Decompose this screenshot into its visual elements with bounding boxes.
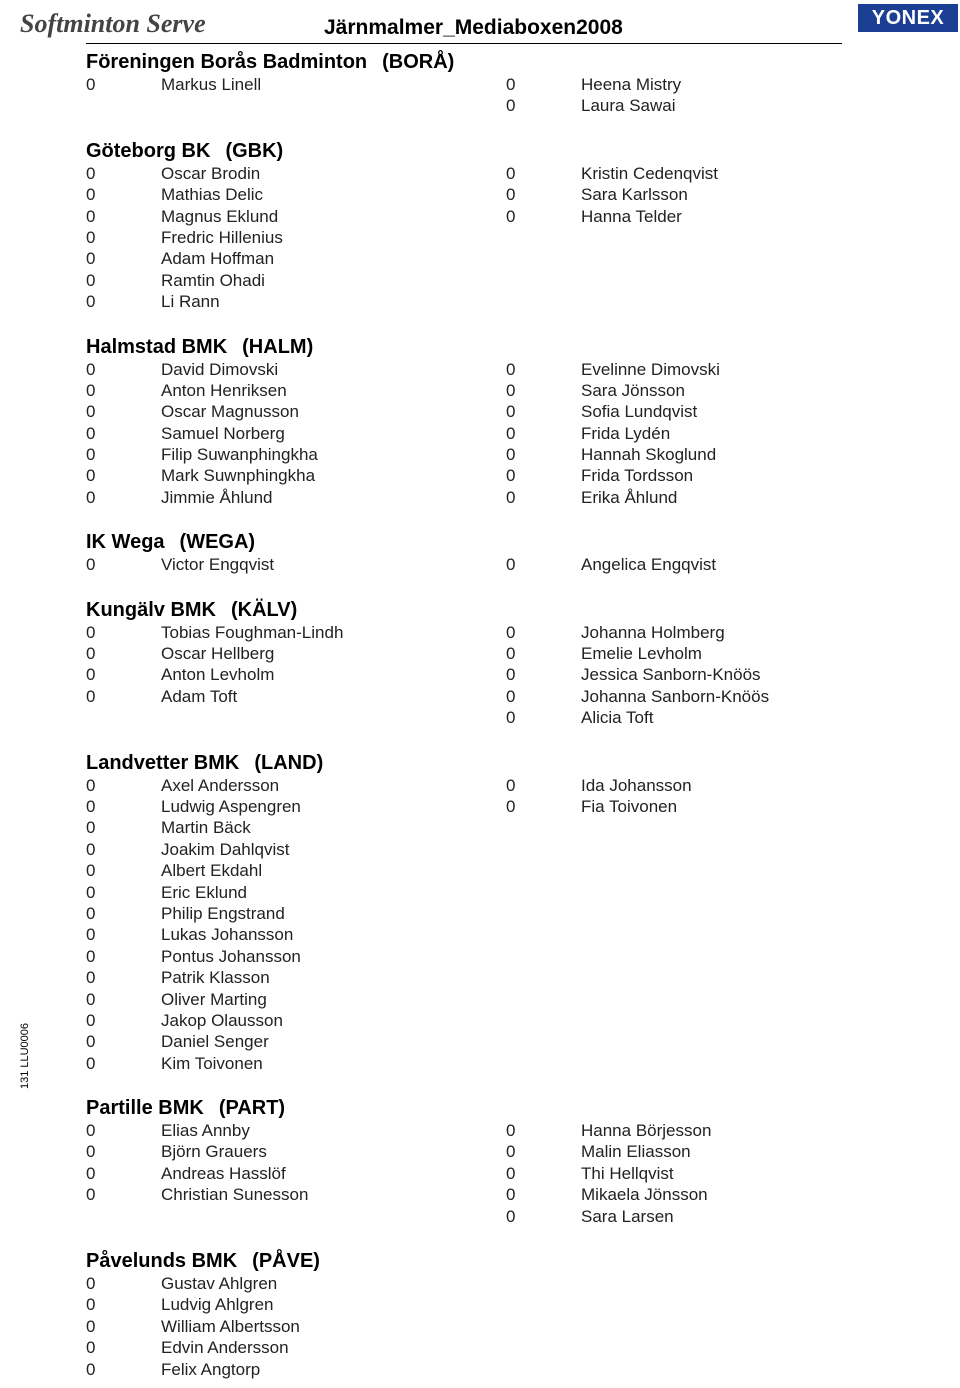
player-number: 0 (86, 163, 96, 183)
men-column (86, 74, 506, 117)
women-column (506, 775, 926, 1074)
player-row (506, 775, 926, 796)
player-number: 0 (506, 686, 516, 706)
player-row (86, 206, 506, 227)
player-row (506, 401, 926, 422)
club-name: Påvelunds BMK (86, 1250, 238, 1273)
player-name: Fredric Hillenius (161, 227, 283, 247)
club-abbreviation: (HALM) (242, 335, 314, 358)
player-row (86, 74, 506, 95)
player-row (86, 924, 506, 945)
player-name: Gustav Ahlgren (161, 1274, 278, 1294)
player-name: Malin Eliasson (581, 1142, 691, 1162)
club-abbreviation: (PÅVE) (252, 1250, 320, 1273)
player-number: 0 (506, 622, 516, 642)
player-row (86, 1359, 506, 1380)
player-row (506, 686, 926, 707)
player-name: Pontus Johansson (161, 946, 301, 966)
club-abbreviation: (BORÅ) (382, 51, 455, 73)
player-row (86, 1141, 506, 1162)
player-number: 0 (86, 1053, 96, 1073)
player-name: Martin Bäck (161, 818, 251, 838)
club-heading (86, 139, 926, 163)
side-page-code: 131 LLU0006 (19, 1022, 32, 1090)
player-name: Adam Hoffman (161, 249, 275, 269)
men-column (86, 1273, 506, 1380)
page-title: Järnmalmer_Mediaboxen2008 (324, 16, 623, 39)
club-heading (86, 598, 926, 622)
player-row (86, 946, 506, 967)
player-row (86, 487, 506, 508)
club-abbreviation: (WEGA) (179, 531, 256, 554)
player-name: Axel Andersson (161, 775, 280, 795)
player-row (506, 664, 926, 685)
player-name: Andreas Hasslöf (161, 1163, 286, 1183)
player-name: Edvin Andersson (161, 1338, 289, 1358)
men-column (86, 554, 506, 575)
player-name: Johanna Sanborn-Knöös (581, 686, 770, 706)
player-number: 0 (86, 445, 96, 465)
player-name: Hanna Telder (581, 206, 682, 226)
player-number: 0 (506, 1185, 516, 1205)
club-name: Partille BMK (86, 1097, 204, 1120)
club-heading (86, 50, 926, 74)
club-section (86, 50, 926, 117)
player-number: 0 (506, 1142, 516, 1162)
club-section (86, 335, 926, 509)
player-number: 0 (86, 968, 96, 988)
player-name: Adam Toft (161, 686, 238, 706)
player-row (86, 817, 506, 838)
player-row (86, 1316, 506, 1337)
player-name: Alicia Toft (581, 708, 654, 728)
player-row (86, 1053, 506, 1074)
player-row (86, 444, 506, 465)
player-name: Laura Sawai (581, 96, 676, 116)
player-name: Markus Linell (161, 75, 262, 94)
player-number: 0 (86, 946, 96, 966)
player-name: Oscar Hellberg (161, 644, 275, 664)
player-row (506, 444, 926, 465)
player-number: 0 (86, 925, 96, 945)
player-number: 0 (86, 989, 96, 1009)
player-row (86, 1273, 506, 1294)
player-number: 0 (506, 359, 516, 379)
player-row (86, 989, 506, 1010)
player-name: David Dimovski (161, 359, 279, 379)
player-name: Patrik Klasson (161, 968, 270, 988)
player-number: 0 (86, 1010, 96, 1030)
player-name: Victor Engqvist (161, 555, 275, 575)
player-number: 0 (86, 206, 96, 226)
player-row (506, 554, 926, 575)
club-abbreviation: (KÄLV) (231, 598, 298, 621)
player-number: 0 (86, 1359, 96, 1379)
player-row (86, 163, 506, 184)
player-name: Oliver Marting (161, 989, 267, 1009)
player-number: 0 (86, 775, 96, 795)
player-number: 0 (86, 1295, 96, 1315)
player-row (86, 643, 506, 664)
player-number: 0 (86, 622, 96, 642)
player-row (86, 686, 506, 707)
player-row (86, 1337, 506, 1358)
player-name: Ida Johansson (581, 775, 692, 795)
player-name: Tobias Foughman-Lindh (161, 622, 344, 642)
player-number: 0 (86, 796, 96, 816)
player-number: 0 (506, 96, 516, 116)
player-name: Albert Ekdahl (161, 861, 263, 881)
player-row (86, 554, 506, 575)
player-name: Jakop Olausson (161, 1010, 283, 1030)
player-name: Christian Sunesson (161, 1185, 309, 1205)
player-row (86, 967, 506, 988)
player-number: 0 (506, 75, 516, 94)
club-section (86, 1096, 926, 1227)
player-row (506, 643, 926, 664)
club-heading (86, 751, 926, 775)
player-number: 0 (506, 402, 516, 422)
club-name: IK Wega (86, 531, 165, 554)
player-name: Frida Lydén (581, 423, 671, 443)
men-column (86, 1120, 506, 1227)
player-row (506, 465, 926, 486)
player-number: 0 (86, 380, 96, 400)
player-number: 0 (506, 206, 516, 226)
player-number: 0 (86, 555, 96, 575)
player-number: 0 (86, 185, 96, 205)
player-row (506, 95, 926, 116)
player-name: Hannah Skoglund (581, 445, 717, 465)
club-name: Halmstad BMK (86, 335, 228, 358)
player-number: 0 (86, 839, 96, 859)
player-number: 0 (86, 466, 96, 486)
women-column (506, 1273, 926, 1380)
player-row (506, 1141, 926, 1162)
player-number: 0 (506, 163, 516, 183)
player-name: Oscar Brodin (161, 163, 261, 183)
club-section (86, 751, 926, 1074)
player-row (86, 291, 506, 312)
player-number: 0 (86, 270, 96, 290)
player-name: Samuel Norberg (161, 423, 285, 443)
player-name: Anton Levholm (161, 665, 275, 685)
player-name: Jessica Sanborn-Knöös (581, 665, 761, 685)
women-column (506, 359, 926, 509)
player-row (506, 1184, 926, 1205)
player-name: Sara Jönsson (581, 380, 685, 400)
player-name: Anton Henriksen (161, 380, 287, 400)
player-number: 0 (506, 555, 516, 575)
player-number: 0 (86, 292, 96, 312)
player-number: 0 (86, 1338, 96, 1358)
club-section (86, 530, 926, 575)
player-row (506, 206, 926, 227)
player-name: Mikaela Jönsson (581, 1185, 708, 1205)
club-heading (86, 1096, 926, 1120)
player-row (506, 423, 926, 444)
player-name: Evelinne Dimovski (581, 359, 720, 379)
player-row (86, 839, 506, 860)
player-name: Sara Karlsson (581, 185, 688, 205)
player-row (86, 423, 506, 444)
player-name: William Albertsson (161, 1316, 300, 1336)
player-name: Joakim Dahlqvist (161, 839, 290, 859)
player-row (86, 664, 506, 685)
player-name: Heena Mistry (581, 75, 682, 94)
player-number: 0 (506, 380, 516, 400)
club-section (86, 598, 926, 729)
player-name: Emelie Levholm (581, 644, 702, 664)
women-column (506, 1120, 926, 1227)
player-row (86, 903, 506, 924)
player-number: 0 (86, 686, 96, 706)
player-row (506, 1120, 926, 1141)
women-column (506, 622, 926, 729)
player-row (506, 74, 926, 95)
player-row (506, 707, 926, 728)
club-abbreviation: (PART) (218, 1097, 286, 1120)
player-name: Fia Toivonen (581, 796, 678, 816)
club-section (86, 139, 926, 313)
player-number: 0 (506, 185, 516, 205)
player-row (86, 401, 506, 422)
player-number: 0 (86, 487, 96, 507)
men-column (86, 622, 506, 729)
player-number: 0 (86, 1274, 96, 1294)
player-row (506, 184, 926, 205)
player-number: 0 (506, 445, 516, 465)
player-number: 0 (86, 818, 96, 838)
player-row (86, 1294, 506, 1315)
player-name: Felix Angtorp (161, 1359, 261, 1379)
player-row (506, 359, 926, 380)
club-name: Föreningen Borås Badminton (86, 51, 368, 73)
player-number: 0 (86, 423, 96, 443)
women-column (506, 163, 926, 313)
player-number: 0 (506, 1121, 516, 1141)
player-number: 0 (86, 1032, 96, 1052)
player-row (506, 796, 926, 817)
player-number: 0 (86, 1142, 96, 1162)
club-abbreviation: (LAND) (254, 751, 324, 774)
player-row (86, 227, 506, 248)
men-column (86, 359, 506, 509)
women-column (506, 554, 926, 575)
player-row (86, 184, 506, 205)
player-name: Johanna Holmberg (581, 622, 725, 642)
player-number: 0 (506, 796, 516, 816)
player-row (86, 1184, 506, 1205)
player-name: Oscar Magnusson (161, 402, 299, 422)
player-name: Angelica Engqvist (581, 555, 717, 575)
player-name: Lukas Johansson (161, 925, 294, 945)
player-row (506, 380, 926, 401)
player-number: 0 (86, 227, 96, 247)
player-name: Björn Grauers (161, 1142, 267, 1162)
player-number: 0 (86, 1316, 96, 1336)
player-name: Philip Engstrand (161, 903, 285, 923)
player-row (506, 1163, 926, 1184)
header-rule (86, 43, 842, 44)
player-name: Ludvig Ahlgren (161, 1295, 274, 1315)
player-name: Sara Larsen (581, 1206, 674, 1226)
club-heading (86, 1249, 926, 1273)
club-list (86, 50, 926, 1380)
player-row (506, 487, 926, 508)
player-number: 0 (506, 665, 516, 685)
player-number: 0 (86, 359, 96, 379)
player-row (86, 1010, 506, 1031)
player-row (86, 380, 506, 401)
player-number: 0 (86, 75, 96, 94)
yonex-logo: YONEX (858, 4, 958, 32)
player-row (86, 1163, 506, 1184)
women-column (506, 74, 926, 117)
club-name: Göteborg BK (86, 139, 211, 162)
player-row (86, 1120, 506, 1141)
player-number: 0 (86, 1185, 96, 1205)
player-number: 0 (86, 882, 96, 902)
player-number: 0 (506, 644, 516, 664)
player-row (86, 248, 506, 269)
player-name: Sofia Lundqvist (581, 402, 698, 422)
player-number: 0 (86, 1163, 96, 1183)
player-row (86, 796, 506, 817)
player-number: 0 (86, 861, 96, 881)
player-name: Thi Hellqvist (581, 1163, 674, 1183)
softminton-serve-logo: Softminton Serve (20, 9, 206, 38)
player-name: Jimmie Åhlund (161, 487, 273, 507)
club-heading (86, 530, 926, 554)
player-name: Filip Suwanphingkha (161, 445, 318, 465)
club-abbreviation: (GBK) (225, 139, 284, 162)
player-number: 0 (506, 1163, 516, 1183)
men-column (86, 775, 506, 1074)
player-name: Ramtin Ohadi (161, 270, 265, 290)
player-name: Li Rann (161, 292, 220, 312)
men-column (86, 163, 506, 313)
player-row (86, 622, 506, 643)
player-number: 0 (86, 402, 96, 422)
player-row (506, 622, 926, 643)
player-row (86, 860, 506, 881)
player-name: Kim Toivonen (161, 1053, 263, 1073)
club-name: Landvetter BMK (86, 751, 240, 774)
player-number: 0 (506, 466, 516, 486)
player-name: Kristin Cedenqvist (581, 163, 719, 183)
player-number: 0 (506, 1206, 516, 1226)
player-name: Daniel Senger (161, 1032, 269, 1052)
player-row (86, 775, 506, 796)
player-name: Mark Suwnphingkha (161, 466, 316, 486)
player-name: Hanna Börjesson (581, 1121, 712, 1141)
club-heading (86, 335, 926, 359)
player-name: Magnus Eklund (161, 206, 279, 226)
player-number: 0 (506, 487, 516, 507)
club-name: Kungälv BMK (86, 598, 216, 621)
player-row (506, 163, 926, 184)
player-number: 0 (86, 903, 96, 923)
player-number: 0 (86, 249, 96, 269)
player-name: Frida Tordsson (581, 466, 694, 486)
player-number: 0 (506, 775, 516, 795)
player-number: 0 (86, 665, 96, 685)
player-name: Elias Annby (161, 1121, 250, 1141)
player-number: 0 (506, 423, 516, 443)
player-row (506, 1206, 926, 1227)
player-row (86, 359, 506, 380)
player-name: Eric Eklund (161, 882, 247, 902)
player-row (86, 882, 506, 903)
player-number: 0 (86, 1121, 96, 1141)
player-row (86, 1031, 506, 1052)
player-name: Erika Åhlund (581, 487, 678, 507)
player-number: 0 (86, 644, 96, 664)
player-row (86, 465, 506, 486)
player-name: Ludwig Aspengren (161, 796, 301, 816)
player-name: Mathias Delic (161, 185, 264, 205)
club-section (86, 1249, 926, 1380)
player-row (86, 270, 506, 291)
player-number: 0 (506, 708, 516, 728)
